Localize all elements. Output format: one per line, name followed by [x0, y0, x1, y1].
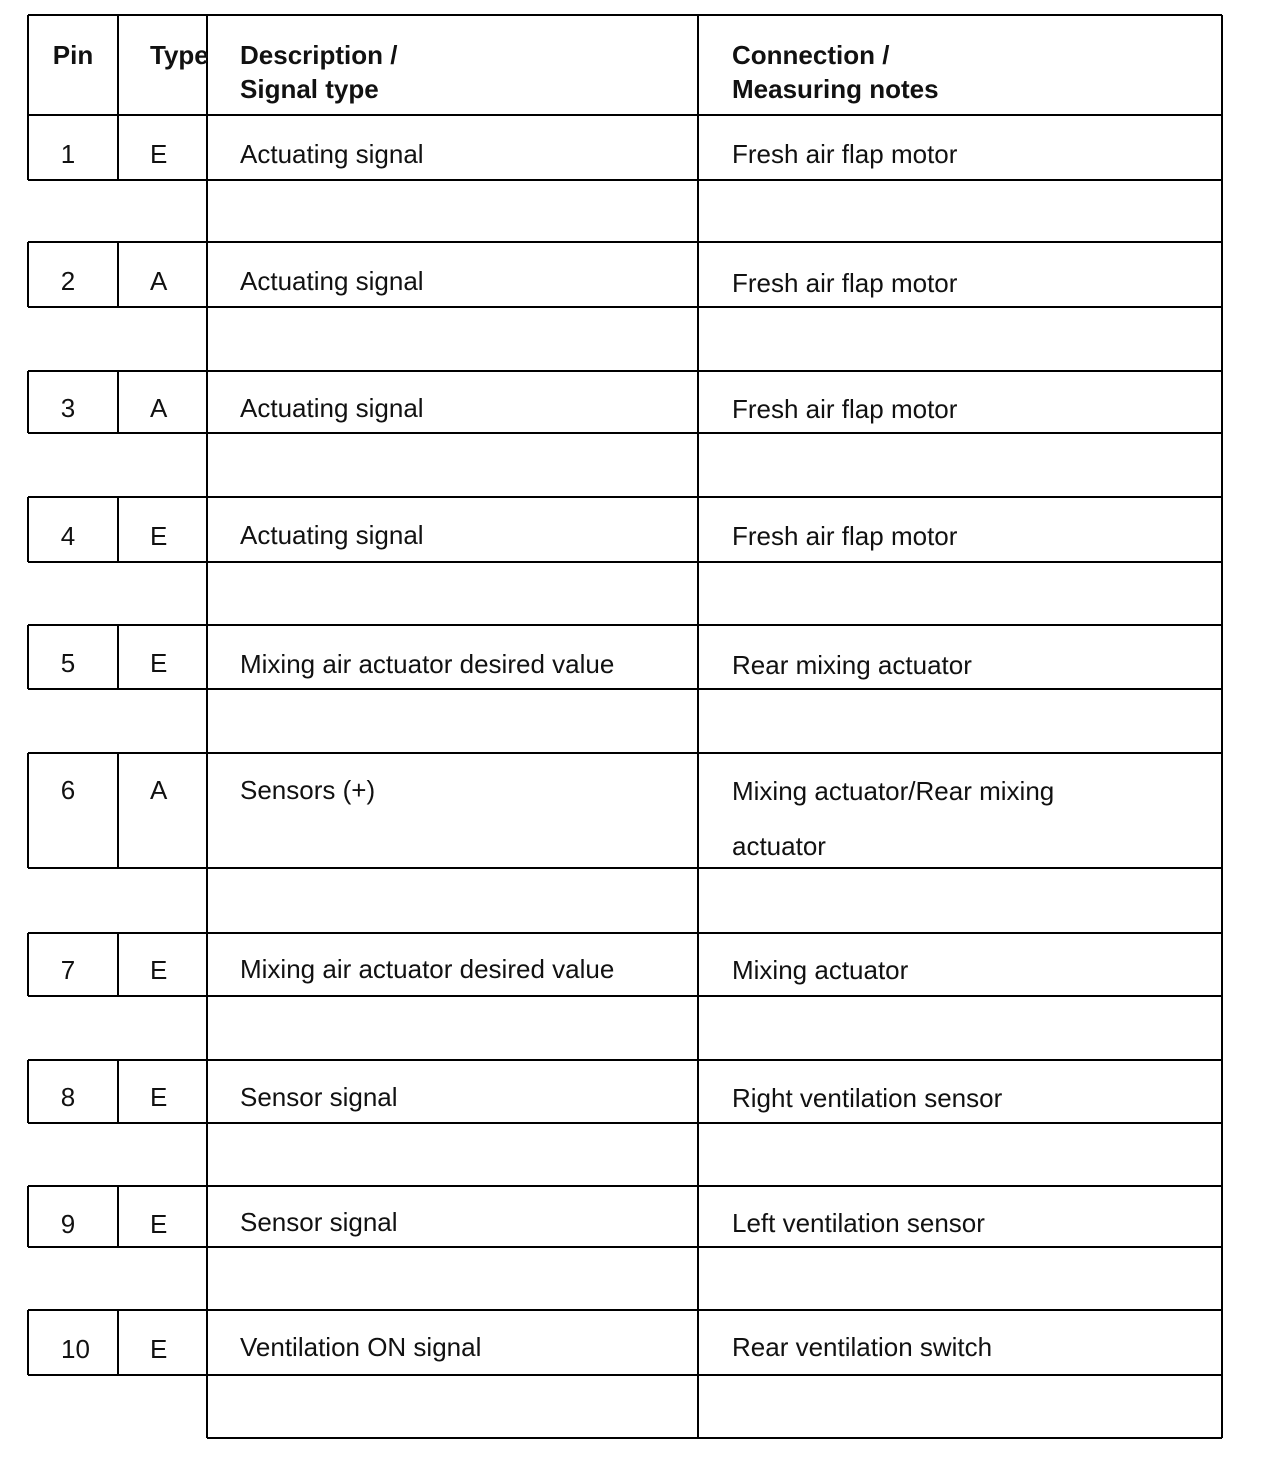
connection-cell: Mixing actuator/Rear mixing	[732, 776, 1055, 806]
connection-cell: Fresh air flap motor	[732, 394, 958, 424]
pin-cell: 5	[60, 648, 76, 678]
description-cell: Mixing air actuator desired value	[240, 954, 615, 984]
pin-cell: 9	[60, 1209, 76, 1239]
description-cell: Actuating signal	[240, 139, 424, 169]
description-cell: Actuating signal	[240, 266, 424, 296]
type-cell: E	[150, 648, 168, 678]
pin-cell: 7	[60, 955, 76, 985]
connection-cell: Rear mixing actuator	[732, 650, 972, 680]
type-cell: A	[150, 775, 168, 805]
pin-cell: 2	[60, 266, 76, 296]
connection-cell: Fresh air flap motor	[732, 268, 958, 298]
description-cell: Sensors (+)	[240, 775, 376, 805]
type-cell: E	[150, 1334, 168, 1364]
header-description-line1: Description /	[240, 40, 398, 70]
description-cell: Ventilation ON signal	[240, 1332, 482, 1362]
type-cell: A	[150, 393, 168, 423]
header-pin: Pin	[52, 40, 94, 70]
type-cell: E	[150, 139, 168, 169]
pin-cell: 1	[60, 139, 76, 169]
pin-cell: 8	[60, 1082, 76, 1112]
pin-cell: 10	[61, 1334, 90, 1364]
connection-cell: Rear ventilation switch	[732, 1332, 993, 1362]
pin-cell: 6	[60, 775, 76, 805]
header-description-line2: Signal type	[240, 74, 379, 104]
connection-cell-line2: actuator	[732, 831, 826, 861]
pin-cell: 4	[60, 521, 76, 551]
description-cell: Mixing air actuator desired value	[240, 649, 615, 679]
type-cell: E	[150, 1209, 168, 1239]
description-cell: Sensor signal	[240, 1082, 398, 1112]
description-cell: Actuating signal	[240, 393, 424, 423]
header-connection-line1: Connection /	[732, 40, 890, 70]
type-cell: E	[150, 1082, 168, 1112]
connection-cell: Right ventilation sensor	[732, 1083, 1003, 1113]
connection-cell: Fresh air flap motor	[732, 521, 958, 551]
connection-cell: Left ventilation sensor	[732, 1208, 985, 1238]
description-cell: Sensor signal	[240, 1207, 398, 1237]
connection-cell: Fresh air flap motor	[732, 139, 958, 169]
type-cell: E	[150, 521, 168, 551]
pin-cell: 3	[60, 393, 76, 423]
connection-cell: Mixing actuator	[732, 955, 909, 985]
description-cell: Actuating signal	[240, 520, 424, 550]
type-cell: A	[150, 266, 168, 296]
header-type: Type	[150, 40, 209, 70]
type-cell: E	[150, 955, 168, 985]
header-connection-line2: Measuring notes	[732, 74, 939, 104]
